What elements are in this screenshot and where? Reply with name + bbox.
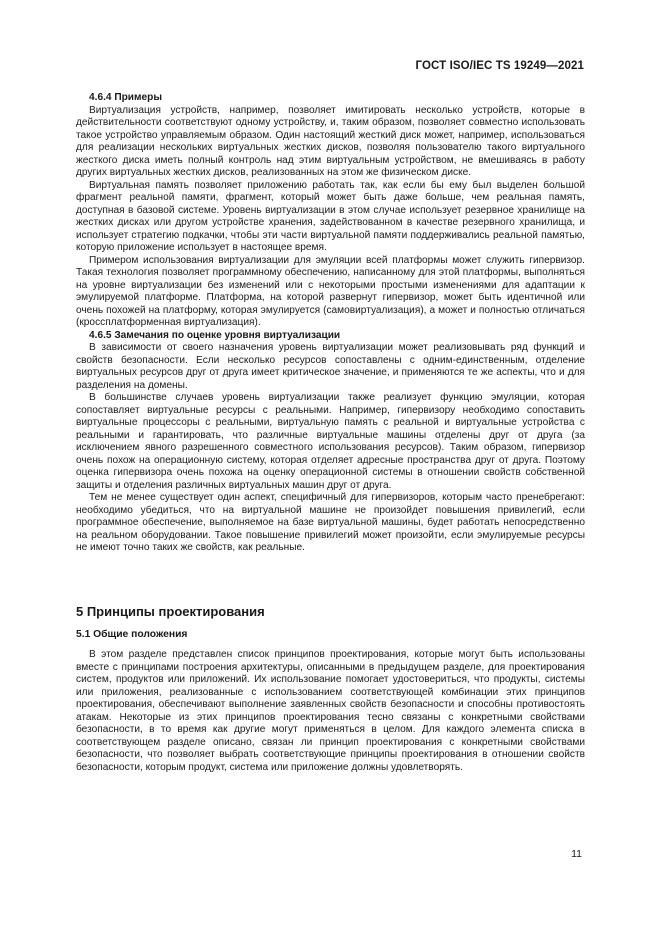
heading-5-1: 5.1 Общие положения: [76, 629, 188, 640]
document-header: ГОСТ ISO/IEC TS 19249—2021: [415, 60, 584, 72]
paragraph: В этом разделе представлен список принципов проектирования, которые могут быть использованы вместе с принципами построения архитектуры, описанными в предыдущем разделе, для проектирования систем, продуктов или приложений. Их использование помогает удостовериться, что продукты, системы или приложения, реализованные с использованием соответствующей комбинации этих принципов проектирования, обеспечивают выполнение заявленных свойств безопасности и способны противостоять атакам. Некоторые из этих принципов проектирования тесно связаны с конкретными свойствами безопасности, в то время как другие могут применяться в целом. Для каждого элемента списка в соответствующем разделе описано, связан ли принцип проектирования с конкретными свойствами безопасности, что позволяет выбрать соответствующие принципы проектирования в отношении свойств безопасности, которым продукт, система или приложение должны удовлетворять.: [76, 649, 585, 773]
paragraph: Примером использования виртуализации для эмуляции всей платформы может служить гипервизор. Такая технология позволяет программному обеспечению, написанному для этой платформы, выполняться на уровне виртуализации без изменений или с некоторыми простыми изменениями для адаптации к эмулируемой платформе. Платформа, на которой развернут гипервизор, может быть идентичной или очень похожей на платформу, которая эмулируется (самовиртуализация), а может и полностью отличаться (кроссплатформенная виртуализация).: [76, 254, 585, 328]
paragraph: Тем не менее существует один аспект, специфичный для гипервизоров, которым часто пренебрегают: необходимо убедиться, что на виртуальной машине не произойдет повышения привилегий, если программное обеспечение, выполняемое на базе виртуальной машины, будет работать непосредственно на реальном оборудовании. Такое повышение привилегий может произойти, если эмулируемые ресурсы не имеют точно таких же свойств, как реальные.: [76, 492, 585, 553]
heading-4-6-5: 4.6.5 Замечания по оценке уровня виртуализации: [89, 329, 341, 341]
section-4-6-body: [76, 92, 585, 555]
heading-section-5: 5 Принципы проектирования: [76, 604, 265, 619]
heading-4-6-4: 4.6.4 Примеры: [89, 92, 162, 103]
paragraph: В зависимости от своего назначения уровень виртуализации может реализовывать ряд функций и свойств безопасности. Если несколько ресурсов сопоставлены с одним-единственным, отделение виртуальных ресурсов друг от друга имеет критическое значение, и применяются те же аспекты, что и для разделения на домены.: [76, 342, 585, 391]
paragraph: Виртуализация устройств, например, позволяет имитировать несколько устройств, которые в действительности соответствуют одному устройству, и, таким образом, позволяет совместно использовать такое устройство управляемым образом. Один настоящий жесткий диск может, например, использоваться для реализации нескольких виртуальных жестких дисков, позволяя пользователю такого виртуального жесткого диска иметь полный контроль над этим виртуальным устройством, не вмешиваясь в работу других виртуальных жестких дисков, реализованных на этом же физическом диске.: [76, 104, 585, 178]
page-number: 11: [571, 848, 582, 860]
paragraph: В большинстве случаев уровень виртуализации также реализует функцию эмуляции, которая сопоставляет виртуальные ресурсы с реальными. Например, гипервизору необходимо сопоставить виртуальные процессоры с реальными, виртуальную память с реальной и виртуальные устройства с реальными и гарантировать, что различные виртуальные машины отделены друг от друга (за исключением явного разрешенного совместного использования ресурсов). Таким образом, гипервизор очень похож на операционную систему, которая отделяет адресные пространства друг от друга. Поэтому оценка гипервизора очень похожа на оценку операционной системы в отношении свойств собственной защиты и отделения различных виртуальных машин друг от друга.: [76, 392, 585, 491]
paragraph: Виртуальная память позволяет приложению работать так, как если бы ему был выделен большой фрагмент реальной памяти, фрагмент, который может быть даже больше, чем реальная память, доступная в базовой системе. Уровень виртуализации в этом случае использует резервное хранилище на жестких дисках или другом устройстве хранения, задействованном в качестве резервного хранилища, и использует стратегию подкачки, чтобы эти части виртуальной памяти поддерживались реальной памятью, которую приложение использует в настоящее время.: [76, 179, 585, 253]
section-5-1-body: [76, 649, 585, 774]
